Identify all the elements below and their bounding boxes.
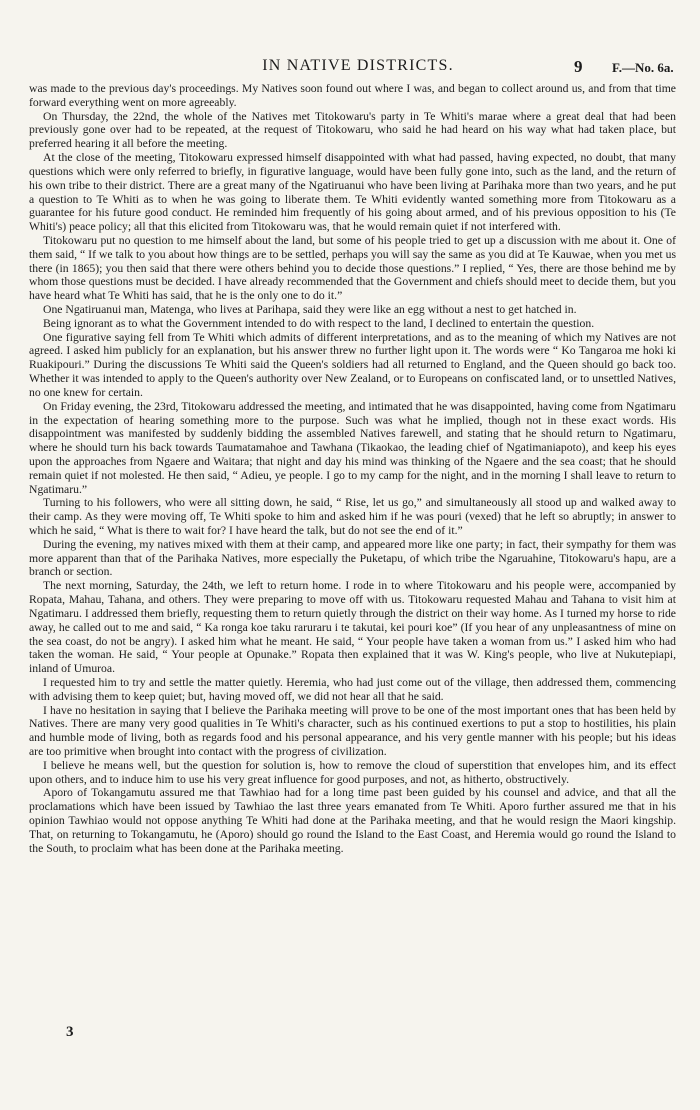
paragraph: During the evening, my natives mixed with them at their camp, and appeared more like one party; in fact, their sympathy for them was more apparent than that of the Parihaka Natives, more especially the Puketapu, of which tribe the Ngaruahine, Titokowaru's hapu, are a branch or section. [29, 537, 676, 579]
paragraph: was made to the previous day's proceedings. My Natives soon found out where I was, and began to collect around us, and from that time forward everything went on more agreeably. [29, 82, 676, 109]
running-title: IN NATIVE DISTRICTS. [262, 57, 454, 74]
paragraph: On Friday evening, the 23rd, Titokowaru addressed the meeting, and intimated that he was disappointed, having come from Ngatimaru in the expectation of hearing something more to the purpose. Such was what he implied, though not in these exact words. His disappointment was manifested by suddenly bidding the assembled Natives farewell, and stating that he should return to Ngatimaru, where he should turn his back towards Taumatamahoe and Tawhana (Tikaokao, the leading chief of Ngatimaniapoto), and keep his eyes upon the approaches from Ngaere and Waitara; that night and day his mind was thinking of the Ngaere and the sea coast; that he should remain quiet if not molested. He then said, “ Adieu, ye people. I go to my camp for the night, and in the morning I shall leave to return to Ngatimaru.” [29, 399, 676, 496]
paragraph: Aporo of Tokangamutu assured me that Tawhiao had for a long time past been guided by his counsel and advice, and that all the proclamations which have been issued by Tawhiao the last three years emanated from Te Whiti. Aporo further assured me that in his opinion Tawhiao would not oppose anything Te Whiti had done at the Parihaka meeting, and that he would resign the Maori kingship. That, on returning to Tokangamutu, he (Aporo) should go round the Island to the East Coast, and Heremia would go round the Island to the South, to proclaim what has been done at the Parihaka meeting. [29, 786, 676, 855]
paragraph: The next morning, Saturday, the 24th, we left to return home. I rode in to where Titokowaru and his people were, accompanied by Ropata, Mahau, Tahana, and others. They were preparing to move off with us. Titokowaru requested Mahau and Tahana to visit him at Ngatimaru. I addressed them briefly, requesting them to return quietly through the district on their way home. As I turned my horse to ride away, he called out to me and said, “ Ka ronga koe taku raruraru i te takutai, kei pouri koe” (If you hear of any unpleasantness of mine on the sea coast, do not be angry). I asked him what he meant. He said, “ Your people have taken a woman from us.” I asked him who had taken the woman. He said, “ Your people at Opunake.” Ropata then explained that it was W. King's people, who live at Nukutepiapi, inland of Umuroa. [29, 579, 676, 676]
paragraph: One Ngatiruanui man, Matenga, who lives at Parihapa, said they were like an egg without a nest to get hatched in. [43, 303, 577, 316]
paragraph: Titokowaru put no question to me himself about the land, but some of his people tried to get up a discussion with me about it. One of them said, “ If we talk to you about how things are to be settled, perhaps you will say the same as you did at Te Kauwae, when you met us there (in 1865); you then said that there were others behind you to decide those questions.” I replied, “ Yes, there are those behind me by whom those questions must be decided. I have already recommended that the Government and chiefs should meet to decide them, but you have heard what Te Whiti has said, that he is the only one to do it.” [29, 233, 676, 303]
paragraph: I have no hesitation in saying that I believe the Parihaka meeting will prove to be one of the most important ones that has been held by Natives. There are many very good qualities in Te Whiti's character, such as his continued exertions to put a stop to hostilities, his plain and humble mode of living, both as regards food and his personal appearance, and his very gentle manner with his people; but his ideas are too primitive when brought into contact with the progress of civilization. [29, 703, 676, 758]
page-header [26, 56, 690, 80]
paragraph: One figurative saying fell from Te Whiti which admits of different interpretations, and as to the meaning of which my Natives are not agreed. I asked him publicly for an explanation, but his answer threw no further light upon it. The words were “ Ko Tangaroa me hoki ki Ruakipouri.” During the discussions Te Whiti said the Queen's soldiers had all returned to England, and the Queen should go back too. Whether it was intended to apply to the Queen's authority over New Zealand, or to Europeans on confiscated land, or to unsettled Natives, no one knew for certain. [29, 330, 676, 399]
paragraph: On Thursday, the 22nd, the whole of the Natives met Titokowaru's party in Te Whiti's marae where a great deal that had been previously gone over had to be repeated, at the request of Titokowaru, who said he had heard on his way what had taken place, but preferred hearing it all before the meeting. [29, 109, 676, 151]
paragraph: Turning to his followers, who were all sitting down, he said, “ Rise, let us go,” and simultaneously all stood up and walked away to their camp. As they were moving off, Te Whiti spoke to him and asked him if he was pouri (vexed) that he left so abruptly; in answer to which he said, “ What is there to wait for? I have heard the talk, but do not see the end of it.” [29, 496, 676, 537]
body-text [29, 82, 676, 856]
paragraph: I requested him to try and settle the matter quietly. Heremia, who had just come out of the village, then addressed them, commencing with advising them to keep quiet; but, having moved off, we did not hear all that he said. [29, 675, 676, 703]
paper-code: F.—No. 6a. [612, 60, 674, 75]
paragraph: I believe he means well, but the question for solution is, how to remove the cloud of superstition that envelopes him, and its effect upon others, and to induce him to use his very great influence for good purposes, and not, as hitherto, obstructively. [29, 758, 676, 786]
page-number: 9 [574, 57, 583, 76]
signature-mark: 3 [66, 1024, 74, 1040]
paragraph: Being ignorant as to what the Government intended to do with respect to the land, I declined to entertain the question. [43, 316, 595, 330]
paragraph: At the close of the meeting, Titokowaru expressed himself disappointed with what had passed, having expected, no doubt, that many questions which were only referred to briefly, in figurative language, would have been fully gone into, such as the land, and the return of his own tribe to their district. There are a great many of the Ngatiruanui who have been living at Parihaka more than two years, and he put a question to Te Whiti as to when he was going to liberate them. Te Whiti evidently wanted something more from Titokowaru as a guarantee for his future good conduct. He reminded him frequently of his going about armed, and of his previous opposition to his (Te Whiti's) peace policy; all that this elicited from Titokowaru was, that he would remain quiet if not interfered with. [29, 151, 676, 234]
